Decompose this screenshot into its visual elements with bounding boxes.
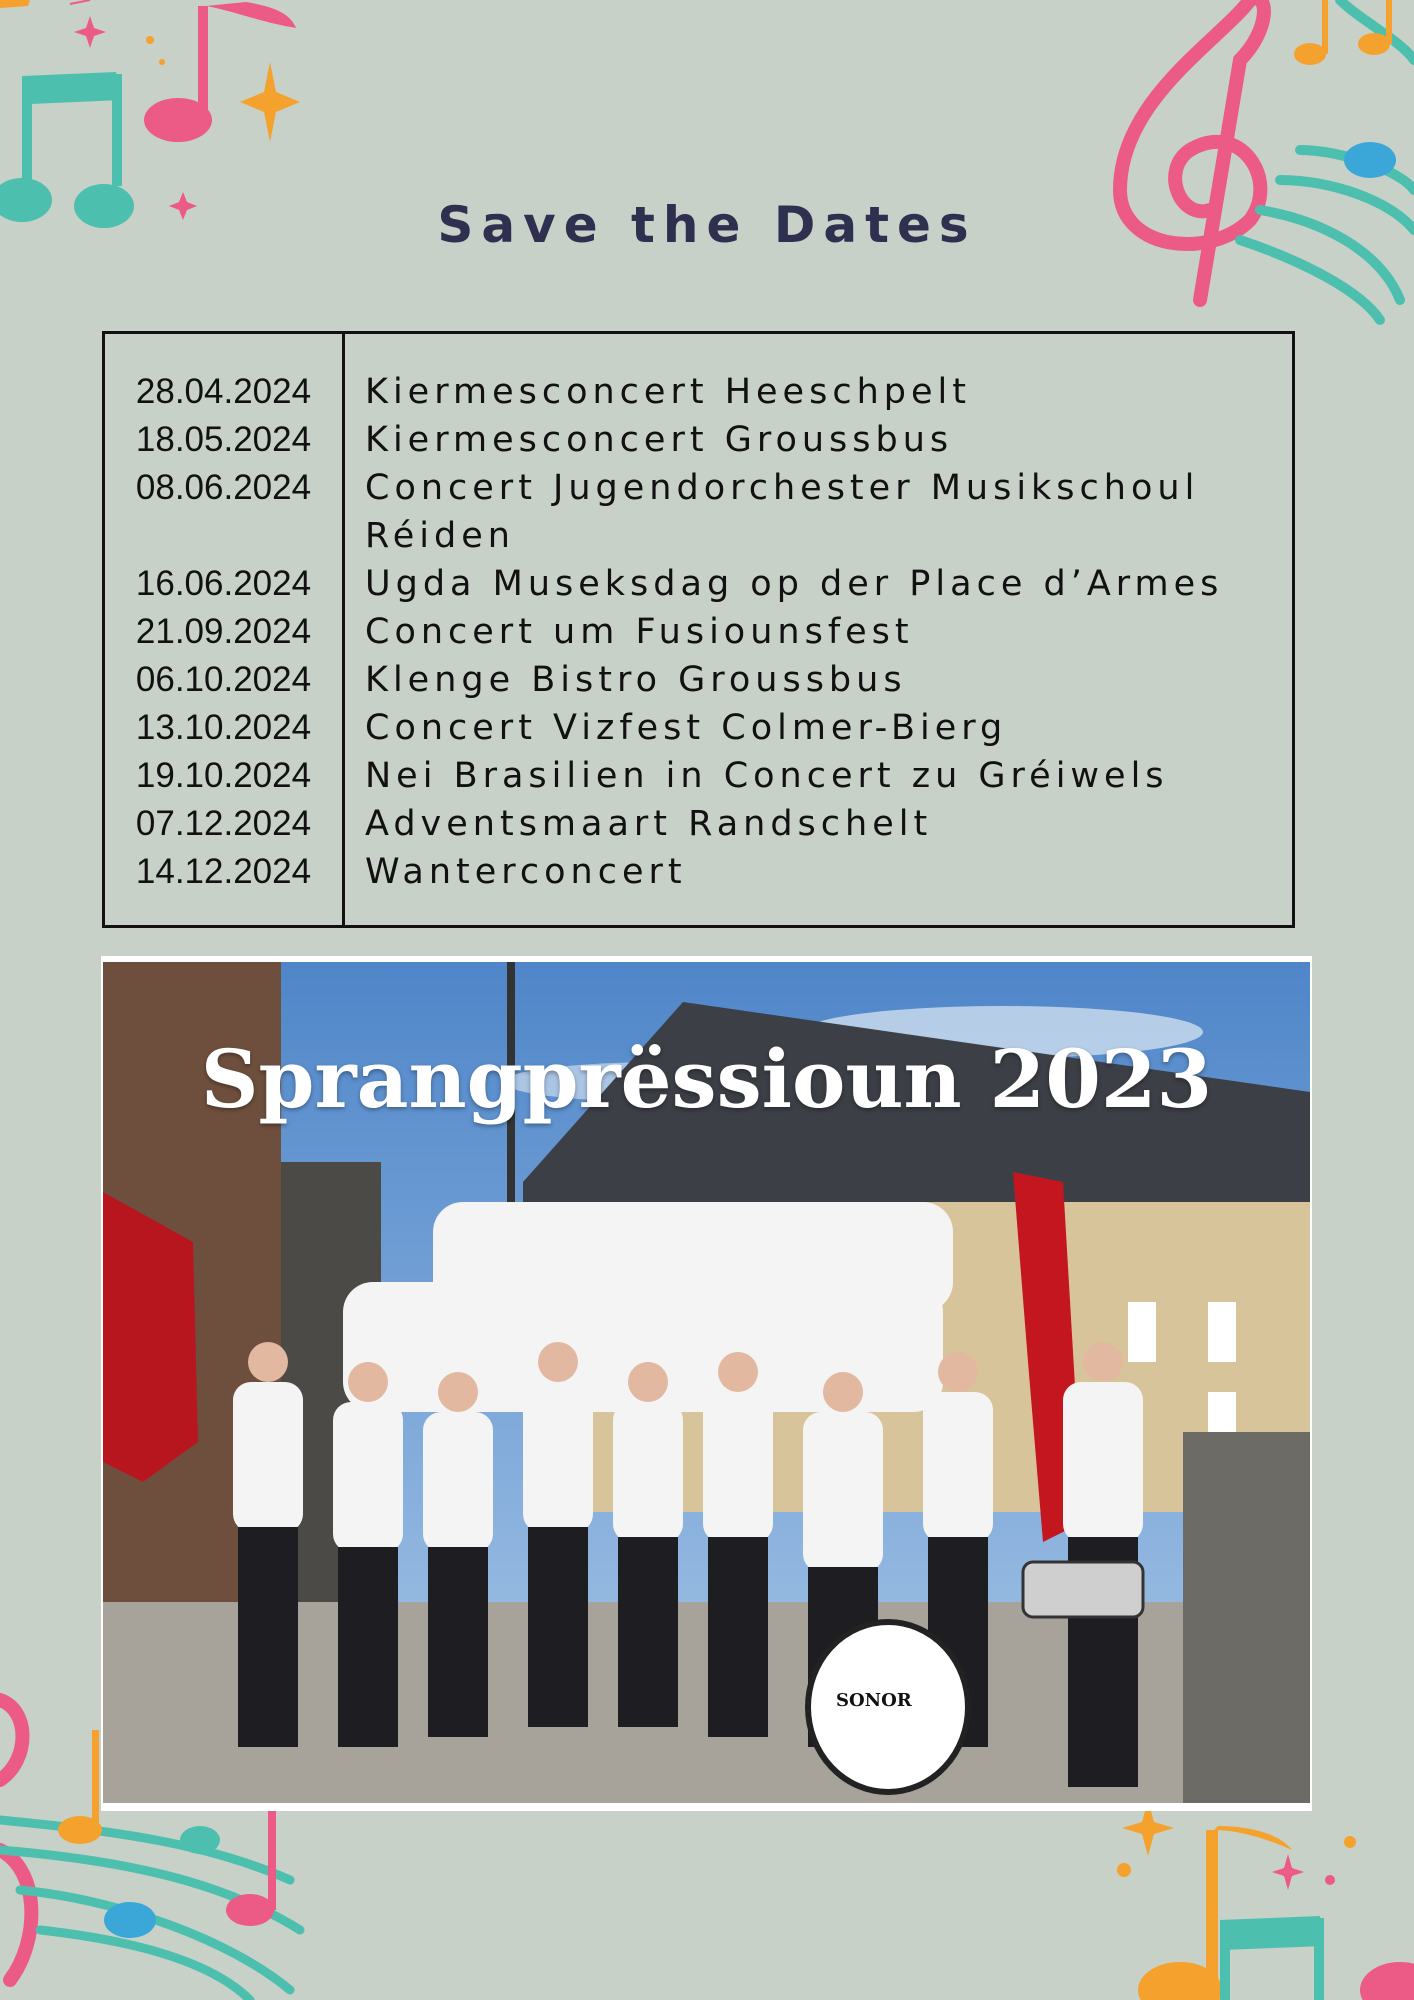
page-title: Save the Dates bbox=[437, 196, 977, 254]
table-row bbox=[105, 464, 1292, 560]
table-row bbox=[105, 416, 1292, 464]
event-name: Kiermesconcert Heeschpelt bbox=[365, 372, 971, 412]
event-date: 19.10.2024 bbox=[135, 756, 312, 795]
table-row bbox=[105, 752, 1292, 800]
event-name: Wanterconcert bbox=[365, 852, 687, 892]
event-name: Concert Jugendorchester Musikschoul Réiden bbox=[365, 468, 1200, 556]
event-name: Kiermesconcert Groussbus bbox=[365, 420, 954, 460]
music-notes-top-right-icon bbox=[1100, 0, 1414, 330]
table-row bbox=[105, 656, 1292, 704]
event-name: Adventsmaart Randschelt bbox=[365, 804, 933, 844]
event-date: 13.10.2024 bbox=[135, 708, 312, 747]
event-name: Ugda Museksdag op der Place d’Armes bbox=[365, 564, 1224, 604]
event-name: Concert Vizfest Colmer-Bierg bbox=[365, 708, 1008, 748]
event-date: 18.05.2024 bbox=[135, 420, 312, 459]
photo-frame bbox=[101, 956, 1312, 1811]
event-name: Concert um Fusiounsfest bbox=[365, 612, 914, 652]
table-row bbox=[105, 800, 1292, 848]
event-date: 14.12.2024 bbox=[135, 852, 312, 891]
music-notes-bottom-right-icon bbox=[1100, 1800, 1414, 2000]
event-date: 21.09.2024 bbox=[135, 612, 312, 651]
table-row bbox=[105, 848, 1292, 896]
event-date: 06.10.2024 bbox=[135, 660, 312, 699]
event-name: Klenge Bistro Groussbus bbox=[365, 660, 907, 700]
event-date: 28.04.2024 bbox=[135, 372, 312, 411]
event-name: Nei Brasilien in Concert zu Gréiwels bbox=[365, 756, 1169, 796]
table-row bbox=[105, 560, 1292, 608]
table-row bbox=[105, 368, 1292, 416]
dates-rows bbox=[105, 368, 1292, 896]
table-row bbox=[105, 704, 1292, 752]
table-row bbox=[105, 608, 1292, 656]
group-photo bbox=[103, 962, 1310, 1803]
event-date: 08.06.2024 bbox=[135, 468, 312, 507]
event-date: 16.06.2024 bbox=[135, 564, 312, 603]
event-date: 07.12.2024 bbox=[135, 804, 312, 843]
dates-table bbox=[102, 331, 1295, 928]
drum-brand-label: SONOR bbox=[836, 1690, 912, 1711]
photo-caption: Sprangprëssioun 2023 bbox=[200, 1032, 1213, 1126]
